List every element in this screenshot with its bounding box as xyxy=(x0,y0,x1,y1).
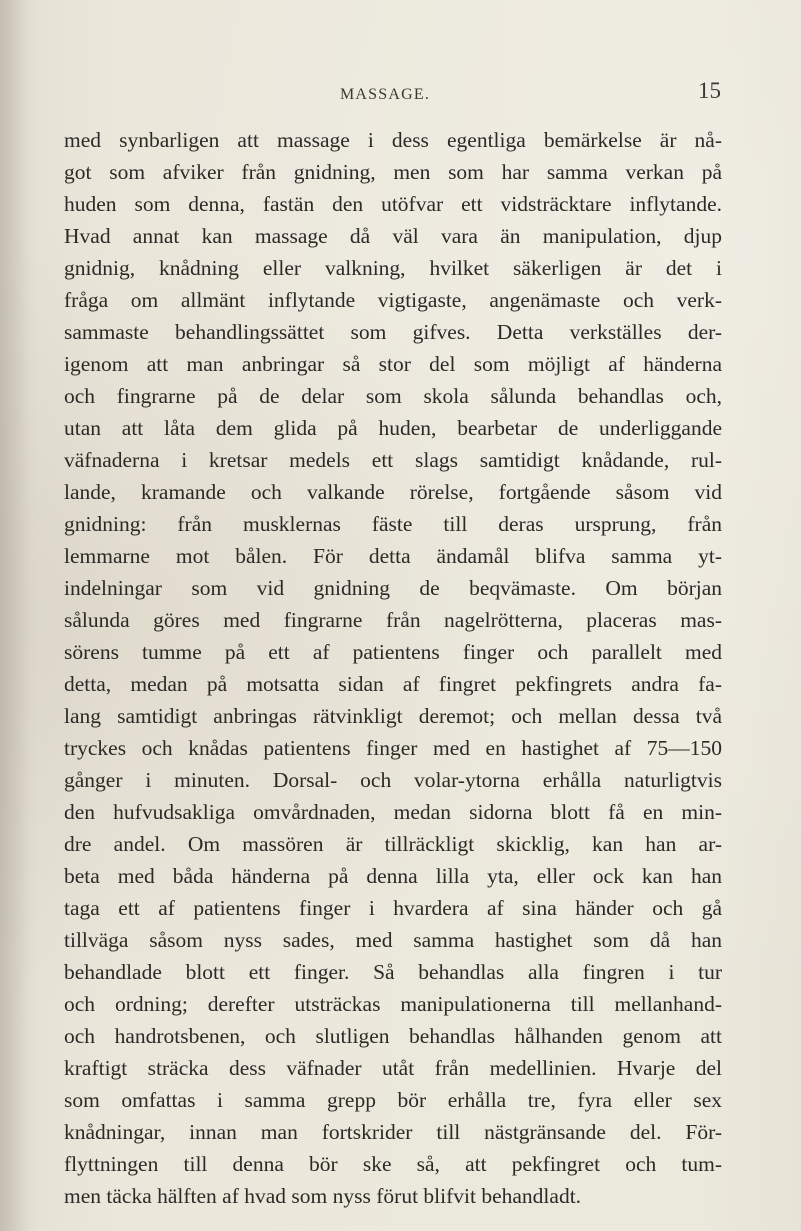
text-line: beta med båda händerna på denna lilla yta, eller ock kan han xyxy=(64,864,722,888)
text-line: sörens tumme på ett af patientens finger och parallelt med xyxy=(64,640,722,664)
running-head: MASSAGE. xyxy=(340,86,431,103)
text-line: gånger i minuten. Dorsal- och volar-ytorna erhålla naturligtvis xyxy=(64,768,722,792)
text-line: utan att låta dem glida på huden, bearbetar de underliggande xyxy=(64,416,722,440)
text-line: lande, kramande och valkande rörelse, fortgående såsom vid xyxy=(64,480,722,504)
text-line: tillväga såsom nyss sades, med samma hastighet som då han xyxy=(64,928,722,952)
text-line: lang samtidigt anbringas rätvinkligt deremot; och mellan dessa två xyxy=(64,704,722,728)
text-line: indelningar som vid gnidning de beqvämaste. Om början xyxy=(64,576,722,600)
text-line: väfnaderna i kretsar medels ett slags samtidigt knådande, rul- xyxy=(64,448,722,472)
text-line: fråga om allmänt inflytande vigtigaste, angenämaste och verk- xyxy=(64,288,722,312)
text-line: sålunda göres med fingrarne från nagelrötterna, placeras mas- xyxy=(64,608,722,632)
text-line: kraftigt sträcka dess väfnader utåt från medellinien. Hvarje del xyxy=(64,1056,722,1080)
text-line: gnidnig, knådning eller valkning, hvilket säkerligen är det i xyxy=(64,256,722,280)
page-number: 15 xyxy=(698,78,721,103)
text-line: och ordning; derefter utsträckas manipulationerna till mellanhand- xyxy=(64,992,722,1016)
text-line: taga ett af patientens finger i hvardera af sina händer och gå xyxy=(64,896,722,920)
text-line: sammaste behandlingssättet som gifves. Detta verkställes der- xyxy=(64,320,722,344)
text-line: detta, medan på motsatta sidan af fingret pekfingrets andra fa- xyxy=(64,672,722,696)
text-line: igenom att man anbringar så stor del som möjligt af händerna xyxy=(64,352,722,376)
text-line: got som afviker från gnidning, men som har samma verkan på xyxy=(64,160,722,184)
text-line: flyttningen till denna bör ske så, att pekfingret och tum- xyxy=(64,1152,722,1176)
text-line: huden som denna, fastän den utöfvar ett vidsträcktare inflytande. xyxy=(64,192,722,216)
text-line: och fingrarne på de delar som skola sålunda behandlas och, xyxy=(64,384,722,408)
text-line: knådningar, innan man fortskrider till nästgränsande del. För- xyxy=(64,1120,722,1144)
page-header xyxy=(0,74,801,114)
text-line: gnidning: från musklernas fäste till deras ursprung, från xyxy=(64,512,722,536)
text-line: med synbarligen att massage i dess egentliga bemärkelse är nå- xyxy=(64,128,722,152)
text-line: tryckes och knådas patientens finger med en hastighet af 75—150 xyxy=(64,736,722,760)
text-line: Hvad annat kan massage då väl vara än manipulation, djup xyxy=(64,224,722,248)
text-line: dre andel. Om massören är tillräckligt skicklig, kan han ar- xyxy=(64,832,722,856)
body-text xyxy=(64,124,722,1212)
text-line: och handrotsbenen, och slutligen behandlas hålhanden genom att xyxy=(64,1024,722,1048)
text-line: som omfattas i samma grepp bör erhålla tre, fyra eller sex xyxy=(64,1088,722,1112)
text-line: behandlade blott ett finger. Så behandlas alla fingren i tur xyxy=(64,960,722,984)
text-line: lemmarne mot bålen. För detta ändamål blifva samma yt- xyxy=(64,544,722,568)
text-line: men täcka hälften af hvad som nyss förut blifvit behandladt. xyxy=(64,1184,582,1208)
gutter-shadow xyxy=(0,0,30,1231)
text-line: den hufvudsakliga omvårdnaden, medan sidorna blott få en min- xyxy=(64,800,722,824)
